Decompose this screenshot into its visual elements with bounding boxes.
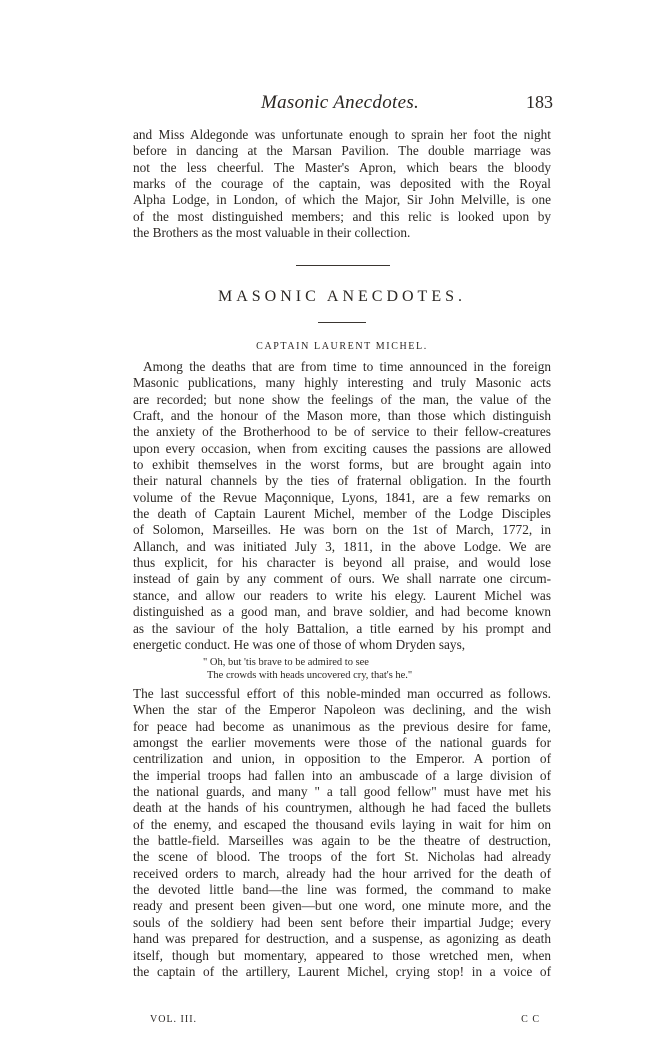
text-line: amongst the earlier movements were those of the national guards for	[133, 735, 551, 751]
volume-label: VOL. III.	[150, 1014, 198, 1025]
text-line: the scene of blood. The troops of the fort St. Nicholas had already	[133, 849, 551, 865]
text-line: energetic conduct. He was one of those of whom Dryden says,	[133, 636, 466, 652]
text-line: and Miss Aldegonde was unfortunate enough to sprain her foot the night	[133, 127, 551, 142]
text-line: Allanch, and was initiated July 3, 1811, in the above Lodge. We are	[133, 538, 551, 554]
text-line: ready and present been given—but one word, one minute more, and the	[133, 898, 551, 914]
text-line: the Brothers as the most valuable in their collection.	[133, 225, 411, 241]
text-line: death at the hands of his countrymen, although he had faced the bullets	[133, 800, 551, 816]
text-line: for peace had become as unanimous as the previous desire for fame,	[133, 718, 551, 734]
text-line: the battle-field. Marseilles was again to be the theatre of destruction,	[133, 833, 551, 849]
text-line: of the enemy, and escaped the thousand evils laying in wait for him on	[133, 816, 551, 832]
text-line: stance, and allow our readers to write his elegy. Laurent Michel was	[133, 587, 551, 603]
signature-mark: C C	[521, 1014, 540, 1025]
text-line: the devoted little band—the line was formed, the command to make	[133, 882, 551, 898]
text-line: are recorded; but none show the feelings of the man, the value of the	[133, 391, 551, 407]
text-line: The last successful effort of this noble-minded man occurred as follows.	[133, 686, 551, 701]
text-line: instead of gain by any comment of ours. We shall narrate one circum-	[133, 571, 551, 587]
text-line: to exhibit themselves in the worst forms, but are brought again into	[133, 457, 551, 473]
body-paragraph-2	[133, 686, 551, 980]
text-line: the national guards, and many " a tall good fellow" must have met his	[133, 784, 551, 800]
text-line: Among the deaths that are from time to time announced in the foreign	[143, 359, 551, 374]
body-paragraph-1	[133, 359, 551, 653]
text-line: upon every occasion, when from exciting causes the passions are allowed	[133, 440, 551, 456]
section-divider-rule	[296, 265, 390, 266]
text-line: souls of the soldiery had been sent before their impartial Judge; every	[133, 914, 551, 930]
section-subtitle: CAPTAIN LAURENT MICHEL.	[256, 341, 428, 352]
section-title: MASONIC ANECDOTES.	[217, 288, 466, 305]
text-line: itself, though but momentary, appeared to those wretched men, when	[133, 947, 551, 963]
text-line: Masonic publications, many highly interesting and truly Masonic acts	[133, 375, 551, 391]
text-line: received orders to march, already had the hour arrived for the death of	[133, 865, 551, 881]
text-line: hand was prepared for destruction, and a suspense, as agonizing as death	[133, 931, 551, 947]
text-line: the imperial troops had fallen into an ambuscade of a large division of	[133, 767, 551, 783]
text-line: the anxiety of the Brotherhood to be of service to their fellow-creatures	[133, 424, 551, 440]
text-line: before in dancing at the Marsan Pavilion. The double marriage was	[133, 143, 551, 159]
text-line: their natural channels by the ties of fraternal obligation. In the fourth	[133, 473, 551, 489]
top-paragraph	[133, 127, 551, 241]
text-line: volume of the Revue Maçonnique, Lyons, 1841, are a few remarks on	[133, 489, 551, 505]
text-line: as the saviour of the holy Battalion, a title earned by his prompt and	[133, 620, 551, 636]
text-line: the captain of the artillery, Laurent Michel, crying stop! in a voice of	[133, 963, 551, 979]
text-line: thus explicit, for his character is beyond all praise, and would lose	[133, 555, 551, 571]
text-line: When the star of the Emperor Napoleon was declining, and the wish	[133, 702, 551, 718]
text-line: Alpha Lodge, in London, of which the Major, Sir John Melville, is one	[133, 192, 551, 208]
text-line: Craft, and the honour of the Mason more, than those which distinguish	[133, 408, 551, 424]
page-number: 183	[526, 92, 553, 112]
title-underline-rule	[318, 322, 366, 323]
text-line: of the most distinguished members; and this relic is looked upon by	[133, 208, 551, 224]
text-line: marks of the courage of the captain, was deposited with the Royal	[133, 176, 551, 192]
text-line: distinguished as a good man, and brave soldier, and had become known	[133, 604, 551, 620]
quote-line: " Oh, but 'tis brave to be admired to see	[203, 657, 369, 668]
running-title: Masonic Anecdotes.	[261, 92, 420, 113]
page-footer	[150, 1014, 540, 1025]
quote-line: The crowds with heads uncovered cry, that's he."	[207, 670, 413, 681]
dryden-quote	[203, 656, 412, 682]
text-line: not the less cheerful. The Master's Apron, which bears the bloody	[133, 159, 551, 175]
running-head	[133, 92, 553, 116]
text-line: of Solomon, Marseilles. He was born on the 1st of March, 1772, in	[133, 522, 551, 538]
text-line: centrilization and union, in opposition to the Emperor. A portion of	[133, 751, 551, 767]
text-line: the death of Captain Laurent Michel, member of the Lodge Disciples	[133, 506, 551, 522]
